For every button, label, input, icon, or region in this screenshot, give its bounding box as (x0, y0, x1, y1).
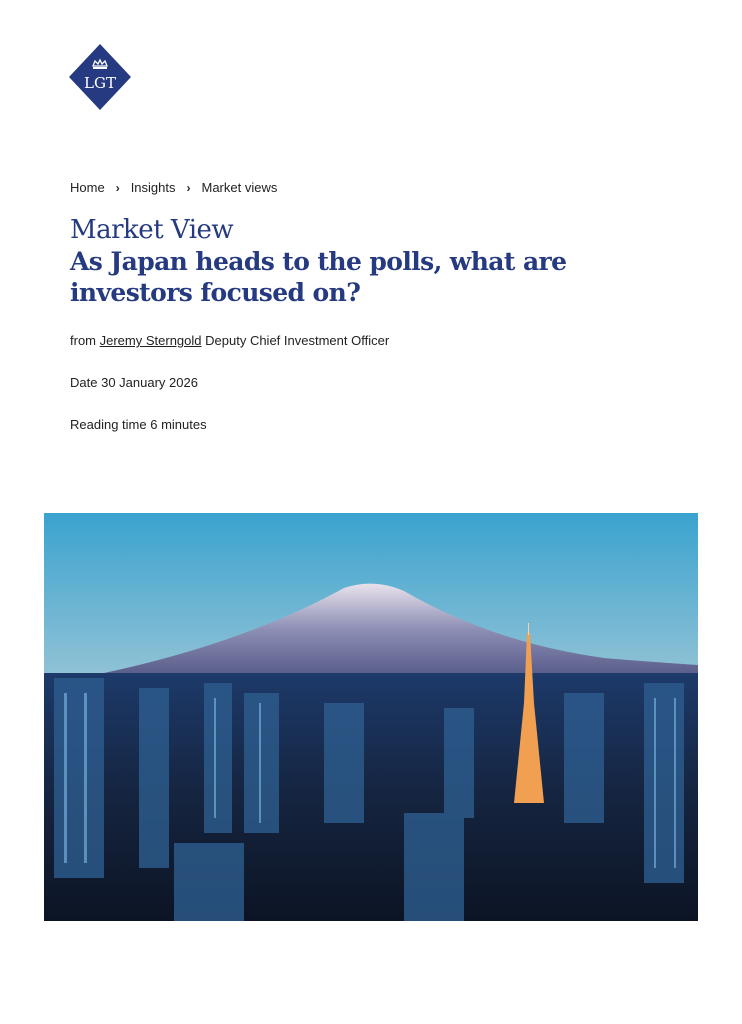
chevron-right-icon: › (186, 180, 191, 195)
author-role: Deputy Chief Investment Officer (205, 333, 390, 348)
date-line (70, 375, 198, 390)
article-kicker: Market View (70, 215, 234, 245)
breadcrumb-home[interactable]: Home (70, 180, 105, 195)
reading-time-label: Reading time (70, 417, 147, 432)
lgt-logo[interactable] (69, 44, 131, 110)
chevron-right-icon: › (115, 180, 120, 195)
reading-time-value: 6 minutes (150, 417, 207, 432)
date-label: Date (70, 375, 98, 390)
breadcrumb (70, 180, 277, 195)
hero-image-tokyo-fuji (44, 513, 698, 921)
date-value: 30 January 2026 (101, 375, 198, 390)
author-link[interactable]: Jeremy Sterngold (99, 333, 202, 348)
author-prefix: from (70, 333, 96, 348)
author-line (70, 333, 389, 348)
breadcrumb-market-views[interactable]: Market views (201, 180, 278, 195)
breadcrumb-insights[interactable]: Insights (130, 180, 176, 195)
svg-text:LGT: LGT (84, 74, 116, 92)
page-title: As Japan heads to the polls, what are investors focused on? (70, 247, 567, 307)
reading-time-line (70, 417, 207, 432)
